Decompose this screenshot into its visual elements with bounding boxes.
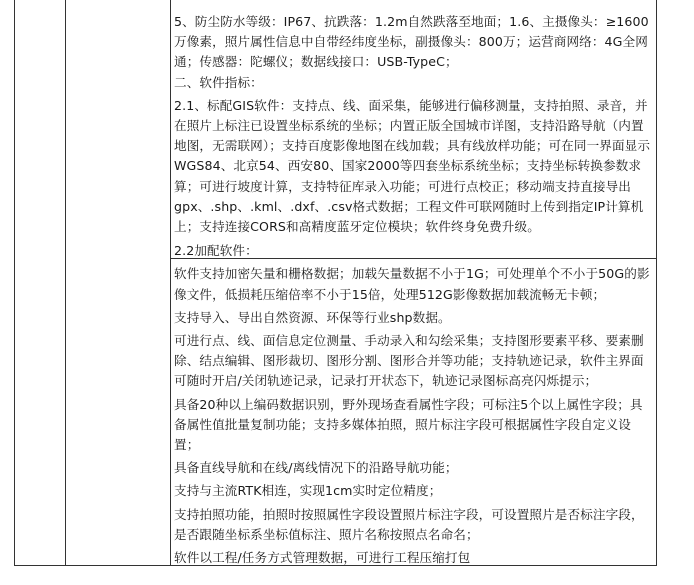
table-border-col2 xyxy=(170,0,171,566)
section-heading-software: 二、软件指标： xyxy=(174,74,263,90)
paragraph-standard-gis-software: 2.1、标配GIS软件：支持点、线、面采集，能够进行偏移测量，支持拍照、录音，并在照片上标注已设置坐标系统的坐标；内置正版全国城市详图，支持沿路导航（内置地图，无需联网）；支持百度影像地图在线加载；具有线放样功能；可在同一界面显示WGS84、北京54、西安80、国家2000等四套坐标系统坐标；支持坐标转换参数求算；可进行坡度计算，支持特征库录入功能；可进行点校正；移动端支持直接导出gpx、.shp、.kml、.dxf、.csv格式数据；工程文件可联网随时上传到指定IP计算机上；支持连接CORS和高精度蓝牙定位模块；软件终身免费升级。 xyxy=(174,97,651,235)
spec-cell-text xyxy=(174,12,652,568)
paragraph-hardware-specs: 5、防尘防水等级：IP67、抗跌落：1.2m自然跌落至地面；1.6、主摄像头：≥1600万像素，照片属性信息中自带经纬度坐标，副摄像头：800万；运营商网络：4G全网通；传感器：陀螺仪；数据线接口：USB-TypeC； xyxy=(174,14,649,70)
heading-addon-software: 2.2加配软件： xyxy=(174,243,258,259)
paragraph-photo: 支持拍照功能，拍照时按照属性字段设置照片标注字段，可设置照片是否标注字段，是否跟随坐标系坐标值标注、照片名称按照点名命名； xyxy=(174,506,644,542)
paragraph-shp-import-export: 支持导入、导出自然资源、环保等行业shp数据。 xyxy=(174,309,451,325)
table-border-right xyxy=(656,0,657,566)
table-border-left xyxy=(14,0,15,566)
paragraph-rtk: 支持与主流RTK相连，实现1cm实时定位精度； xyxy=(174,483,442,499)
table-border-col1 xyxy=(65,0,66,566)
paragraph-encryption: 软件支持加密矢量和栅格数据；加载矢量数据不小于1G；可处理单个不小于50G的影像文件，低损耗压缩倍率不小于15倍，处理512G影像数据加载流畅无卡顿； xyxy=(174,266,650,302)
paragraph-encoding-attributes: 具备20种以上编码数据识别，野外现场查看属性字段；可标注5个以上属性字段；具备属性值批量复制功能；支持多媒体拍照，照片标注字段可根据属性字段自定义设置； xyxy=(174,396,643,453)
paragraph-navigation: 具备直线导航和在线/离线情况下的沿路导航功能； xyxy=(174,460,458,476)
paragraph-project-management: 软件以工程/任务方式管理数据，可进行工程压缩打包 xyxy=(174,550,471,566)
paragraph-feature-editing: 可进行点、线、面信息定位测量、手动录入和勾绘采集；支持图形要素平移、要素删除、结点编辑、图形裁切、图形分割、图形合并等功能；支持轨迹记录，软件主界面可随时开启/关闭轨迹记录，记录打开状态下，轨迹记录图标高亮闪烁提示； xyxy=(174,333,644,389)
